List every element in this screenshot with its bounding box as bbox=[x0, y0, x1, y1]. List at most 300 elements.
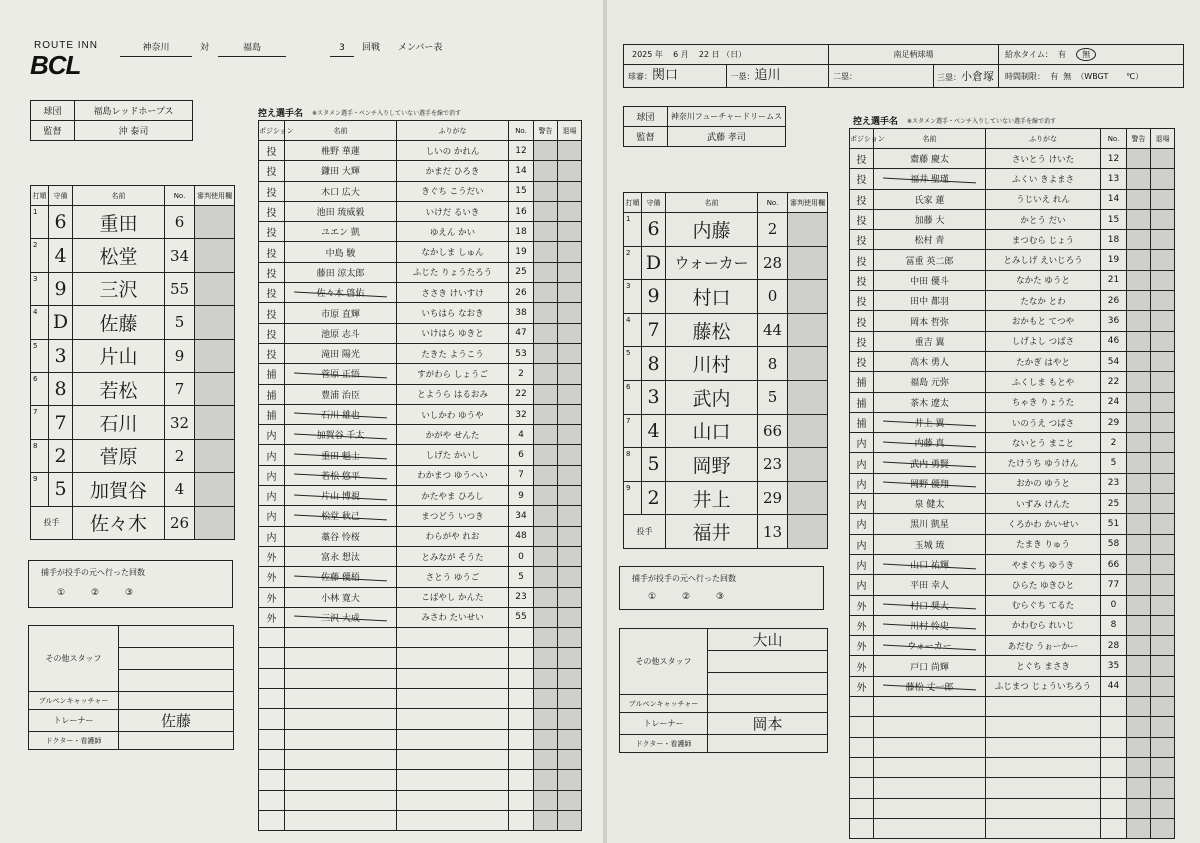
bench-player-kana: くろかわ かいせい bbox=[986, 514, 1101, 534]
lineup-row bbox=[624, 380, 828, 414]
batting-order: 8 bbox=[31, 439, 49, 472]
year: 2025 bbox=[632, 50, 653, 59]
bench-position: 投 bbox=[259, 262, 285, 282]
member-label: メンバー表 bbox=[398, 43, 443, 53]
bench-number: 34 bbox=[509, 506, 534, 526]
bench-number: 18 bbox=[1101, 230, 1127, 250]
warning-cell bbox=[1127, 372, 1151, 392]
lineup-player-name: 内藤 bbox=[666, 213, 758, 247]
umpire-use-cell bbox=[195, 206, 235, 239]
lineup-number: 9 bbox=[165, 339, 195, 372]
empty-cell bbox=[874, 818, 986, 838]
month: 6 bbox=[673, 50, 679, 59]
day-label: 日 bbox=[711, 50, 720, 59]
bench-player-name: 山口 祐輝 bbox=[874, 554, 986, 574]
bench-player-name: 富永 想汰 bbox=[285, 546, 397, 566]
lineup-position: 6 bbox=[49, 206, 73, 239]
ejection-cell bbox=[1151, 656, 1175, 676]
bench-row bbox=[850, 636, 1175, 656]
bench-player-name: 若松 悠平 bbox=[285, 465, 397, 485]
bench-player-name: 高木 勇人 bbox=[874, 351, 986, 371]
ejection-cell bbox=[558, 648, 582, 668]
bench-number: 5 bbox=[509, 567, 534, 587]
bench-player-name: 武内 勇賢 bbox=[874, 453, 986, 473]
water-no: 無 bbox=[1076, 48, 1096, 61]
trainer-label: トレーナー bbox=[29, 710, 119, 732]
warning-cell bbox=[1127, 615, 1151, 635]
lineup-number: 23 bbox=[758, 448, 788, 482]
team-name: 福島レッドホープス bbox=[75, 101, 193, 121]
bench-col-kana: ふりがな bbox=[397, 121, 509, 141]
ejection-cell bbox=[1151, 473, 1175, 493]
bench-player-name: 泉 健太 bbox=[874, 494, 986, 514]
bench-position: 投 bbox=[259, 222, 285, 242]
empty-cell bbox=[397, 749, 509, 769]
lineup-number: 8 bbox=[758, 347, 788, 381]
bench-player-name: 岡本 哲弥 bbox=[874, 311, 986, 331]
bench-position: 捕 bbox=[259, 364, 285, 384]
team-name-r: 神奈川フューチャードリームス bbox=[668, 107, 786, 127]
empty-cell bbox=[509, 810, 534, 830]
ejection-cell bbox=[558, 222, 582, 242]
warning-cell bbox=[1127, 291, 1151, 311]
bench-row bbox=[850, 778, 1175, 798]
lineup-row bbox=[31, 272, 235, 305]
umpire-use-cell bbox=[195, 439, 235, 472]
doctor-label-r: ドクター・看護師 bbox=[620, 735, 708, 753]
empty-cell bbox=[850, 778, 874, 798]
warning-cell bbox=[1127, 209, 1151, 229]
bench-position: 外 bbox=[850, 615, 874, 635]
bench-number: 12 bbox=[509, 141, 534, 161]
bench-row bbox=[850, 209, 1175, 229]
bench-player-name: ユエン 凱 bbox=[285, 222, 397, 242]
empty-cell bbox=[259, 689, 285, 709]
ejection-cell bbox=[558, 364, 582, 384]
bench-number: 48 bbox=[509, 526, 534, 546]
empty-cell bbox=[986, 757, 1101, 777]
bench-position: 内 bbox=[259, 526, 285, 546]
bench-player-kana: わかまつ ゆうへい bbox=[397, 465, 509, 485]
ejection-cell bbox=[558, 546, 582, 566]
empty-cell bbox=[285, 729, 397, 749]
bench-player-kana: おかの ゆうと bbox=[986, 473, 1101, 493]
staff-table-r bbox=[619, 628, 828, 753]
bench-position: 投 bbox=[850, 250, 874, 270]
ejection-cell bbox=[558, 689, 582, 709]
game-info-table bbox=[623, 44, 1184, 88]
bench-player-name: 加藤 大 bbox=[874, 209, 986, 229]
bench-row bbox=[850, 351, 1175, 371]
bench-row bbox=[259, 567, 582, 587]
empty-cell bbox=[397, 770, 509, 790]
bench-position: 投 bbox=[850, 270, 874, 290]
home-team: 神奈川 bbox=[120, 44, 192, 57]
bench-player-kana: わらがや れお bbox=[397, 526, 509, 546]
bench-row bbox=[850, 757, 1175, 777]
ejection-cell bbox=[558, 181, 582, 201]
trainer-name: 佐藤 bbox=[119, 710, 234, 732]
empty-cell bbox=[509, 729, 534, 749]
umpire-use-cell bbox=[195, 339, 235, 372]
empty-cell bbox=[1101, 798, 1127, 818]
bench-player-name: 中島 駿 bbox=[285, 242, 397, 262]
batting-order: 8 bbox=[624, 448, 642, 482]
bench-player-name: 池原 志斗 bbox=[285, 323, 397, 343]
empty-cell bbox=[874, 717, 986, 737]
empty-cell bbox=[285, 689, 397, 709]
bench-player-kana: こばやし かんた bbox=[397, 587, 509, 607]
lineup-number: 28 bbox=[758, 246, 788, 280]
warning-cell bbox=[534, 770, 558, 790]
umpire-use-cell bbox=[195, 372, 235, 405]
lineup-row bbox=[31, 372, 235, 405]
bench-number: 14 bbox=[509, 161, 534, 181]
bench-row bbox=[259, 262, 582, 282]
empty-cell bbox=[874, 697, 986, 717]
ejection-cell bbox=[1151, 189, 1175, 209]
warning-cell bbox=[534, 161, 558, 181]
empty-cell bbox=[509, 689, 534, 709]
bench-number: 29 bbox=[1101, 412, 1127, 432]
bench-row bbox=[259, 384, 582, 404]
ejection-cell bbox=[1151, 230, 1175, 250]
staff-name-r: 大山 bbox=[708, 629, 828, 651]
bench-player-name: 佐々木 啓佑 bbox=[285, 283, 397, 303]
warning-cell bbox=[534, 323, 558, 343]
col-umpire-r: 審判使用欄 bbox=[788, 193, 828, 213]
bench-position: 捕 bbox=[850, 372, 874, 392]
bench-number: 54 bbox=[1101, 351, 1127, 371]
umpire-use-cell bbox=[195, 406, 235, 439]
lineup-position: 3 bbox=[642, 380, 666, 414]
ejection-cell bbox=[1151, 331, 1175, 351]
bench-player-kana: いのうえ つばさ bbox=[986, 412, 1101, 432]
bench-row bbox=[850, 717, 1175, 737]
warning-cell bbox=[1127, 656, 1151, 676]
right-sheet bbox=[607, 0, 1200, 843]
warning-cell bbox=[1127, 189, 1151, 209]
ejection-cell bbox=[558, 303, 582, 323]
bench-position: 外 bbox=[850, 595, 874, 615]
bench-col-pos-r: ポジション bbox=[850, 129, 874, 149]
warning-cell bbox=[534, 242, 558, 262]
mound-visit-box-r bbox=[619, 566, 824, 610]
batting-order: 3 bbox=[31, 272, 49, 305]
empty-cell bbox=[986, 737, 1101, 757]
bench-number: 13 bbox=[1101, 169, 1127, 189]
bench-player-kana: なかしま しゅん bbox=[397, 242, 509, 262]
warning-cell bbox=[534, 404, 558, 424]
empty-cell bbox=[850, 818, 874, 838]
trainer-label-r: トレーナー bbox=[620, 713, 708, 735]
brand-line1: ROUTE INN bbox=[34, 40, 98, 51]
warning-cell bbox=[534, 607, 558, 627]
lineup-position: 3 bbox=[49, 339, 73, 372]
bench-row bbox=[850, 250, 1175, 270]
warning-cell bbox=[534, 648, 558, 668]
bench-col-eject: 退場 bbox=[558, 121, 582, 141]
bench-number: 32 bbox=[509, 404, 534, 424]
ejection-cell bbox=[1151, 351, 1175, 371]
ejection-cell bbox=[1151, 209, 1175, 229]
bench-number: 23 bbox=[1101, 473, 1127, 493]
bench-number: 23 bbox=[509, 587, 534, 607]
bench-player-name: 川村 怜史 bbox=[874, 615, 986, 635]
lineup-number: 2 bbox=[758, 213, 788, 247]
warning-cell bbox=[534, 425, 558, 445]
warning-cell bbox=[534, 567, 558, 587]
time-yes: 有 bbox=[1050, 71, 1059, 81]
bench-row bbox=[850, 514, 1175, 534]
bullpen-label: ブルペンキャッチャー bbox=[29, 692, 119, 710]
ejection-cell bbox=[558, 587, 582, 607]
umpire-home-name: 関口 bbox=[652, 68, 679, 83]
bench-position: 投 bbox=[259, 141, 285, 161]
batting-order: 5 bbox=[624, 347, 642, 381]
bench-row bbox=[259, 546, 582, 566]
bench-row bbox=[850, 453, 1175, 473]
bench-player-kana: やまぐち ゆうき bbox=[986, 554, 1101, 574]
warning-cell bbox=[1127, 494, 1151, 514]
warning-cell bbox=[1127, 331, 1151, 351]
bench-position: 外 bbox=[850, 656, 874, 676]
ejection-cell bbox=[1151, 615, 1175, 635]
bench-row bbox=[259, 729, 582, 749]
bench-player-kana: ゆえん かい bbox=[397, 222, 509, 242]
bench-player-name: 小林 寛大 bbox=[285, 587, 397, 607]
warning-cell bbox=[1127, 311, 1151, 331]
bench-player-name: 重吉 翼 bbox=[874, 331, 986, 351]
empty-cell bbox=[509, 668, 534, 688]
bench-row bbox=[850, 595, 1175, 615]
umpire-home-label: 球審： bbox=[628, 72, 652, 81]
bench-row bbox=[259, 526, 582, 546]
warning-cell bbox=[1127, 717, 1151, 737]
umpire-second bbox=[829, 65, 934, 88]
lineup-position: 7 bbox=[642, 313, 666, 347]
batting-order: 4 bbox=[624, 313, 642, 347]
bench-player-name: 岡野 優翔 bbox=[874, 473, 986, 493]
warning-cell bbox=[1127, 433, 1151, 453]
bench-player-name: 玉城 琉 bbox=[874, 534, 986, 554]
bench-title-r: 控え選手名 bbox=[853, 117, 899, 127]
bench-table-r bbox=[849, 128, 1175, 839]
lineup-number: 7 bbox=[165, 372, 195, 405]
warning-cell bbox=[534, 343, 558, 363]
bench-col-warn-r: 警告 bbox=[1127, 129, 1151, 149]
lineup-position: 4 bbox=[642, 414, 666, 448]
lineup-row bbox=[624, 280, 828, 314]
ejection-cell bbox=[558, 486, 582, 506]
bench-col-name-r: 名前 bbox=[874, 129, 986, 149]
empty-cell bbox=[986, 798, 1101, 818]
empty-cell bbox=[1101, 717, 1127, 737]
bench-col-warn: 警告 bbox=[534, 121, 558, 141]
bench-row bbox=[259, 506, 582, 526]
lineup-player-name: 三沢 bbox=[73, 272, 165, 305]
warning-cell bbox=[534, 587, 558, 607]
empty-cell bbox=[397, 709, 509, 729]
bench-row bbox=[259, 242, 582, 262]
warning-cell bbox=[534, 465, 558, 485]
bench-body-r bbox=[850, 149, 1175, 839]
bench-row bbox=[259, 161, 582, 181]
bench-row bbox=[259, 404, 582, 424]
batting-order: 7 bbox=[624, 414, 642, 448]
warning-cell bbox=[534, 303, 558, 323]
col-position-r: 守備 bbox=[642, 193, 666, 213]
bench-number: 26 bbox=[1101, 291, 1127, 311]
bench-player-name: 藤松 丈一郎 bbox=[874, 676, 986, 696]
warning-cell bbox=[1127, 575, 1151, 595]
bench-row bbox=[850, 494, 1175, 514]
empty-cell bbox=[986, 717, 1101, 737]
bench-number: 4 bbox=[509, 425, 534, 445]
lineup-position: 8 bbox=[49, 372, 73, 405]
bench-player-kana: ふじた りょうたろう bbox=[397, 262, 509, 282]
bench-col-eject-r: 退場 bbox=[1151, 129, 1175, 149]
empty-cell bbox=[285, 709, 397, 729]
lineup-position: 8 bbox=[642, 347, 666, 381]
ejection-cell bbox=[1151, 778, 1175, 798]
bench-player-kana: ふくい きよまさ bbox=[986, 169, 1101, 189]
bench-player-name: 豊浦 治臣 bbox=[285, 384, 397, 404]
lineup-row bbox=[624, 414, 828, 448]
bench-player-kana: むらぐち てるた bbox=[986, 595, 1101, 615]
bench-row bbox=[850, 331, 1175, 351]
bench-number: 24 bbox=[1101, 392, 1127, 412]
bench-position: 外 bbox=[259, 587, 285, 607]
bench-number: 58 bbox=[1101, 534, 1127, 554]
umpire-use-cell bbox=[788, 280, 828, 314]
bench-row bbox=[259, 141, 582, 161]
col-umpire: 審判使用欄 bbox=[195, 186, 235, 206]
pitcher-label: 投手 bbox=[31, 506, 73, 539]
bench-row bbox=[259, 668, 582, 688]
bench-player-name: 佐藤 優梧 bbox=[285, 567, 397, 587]
warning-cell bbox=[534, 506, 558, 526]
bench-player-kana: さいとう けいた bbox=[986, 149, 1101, 169]
warning-cell bbox=[534, 628, 558, 648]
empty-cell bbox=[285, 628, 397, 648]
bench-player-kana: かたやま ひろし bbox=[397, 486, 509, 506]
pitcher-name: 佐々木 bbox=[73, 506, 165, 539]
batting-order: 9 bbox=[624, 481, 642, 515]
bench-position: 投 bbox=[259, 181, 285, 201]
lineup-row bbox=[31, 239, 235, 272]
umpire-use-cell bbox=[788, 481, 828, 515]
warning-cell bbox=[534, 486, 558, 506]
empty-cell bbox=[874, 737, 986, 757]
bench-row bbox=[850, 697, 1175, 717]
empty-cell bbox=[259, 749, 285, 769]
bench-player-kana: いしかわ ゆうや bbox=[397, 404, 509, 424]
bench-row bbox=[850, 473, 1175, 493]
bench-number: 14 bbox=[1101, 189, 1127, 209]
bench-number: 26 bbox=[509, 283, 534, 303]
bench-number: 7 bbox=[509, 465, 534, 485]
bench-player-kana: いずみ けんた bbox=[986, 494, 1101, 514]
col-number: No. bbox=[165, 186, 195, 206]
umpire-use-cell bbox=[788, 347, 828, 381]
bench-title: 控え選手名 bbox=[258, 109, 304, 119]
empty-cell bbox=[509, 790, 534, 810]
bench-col-name: 名前 bbox=[285, 121, 397, 141]
col-number-r: No. bbox=[758, 193, 788, 213]
bench-player-name: 石川 雄也 bbox=[285, 404, 397, 424]
bench-position: 外 bbox=[259, 567, 285, 587]
lineup-player-name: ウォーカー bbox=[666, 246, 758, 280]
mound-visit-title-r: 捕手が投手の元へ行った回数 bbox=[632, 574, 736, 583]
bench-row bbox=[850, 656, 1175, 676]
bench-player-name: 茶木 遼太 bbox=[874, 392, 986, 412]
empty-cell bbox=[509, 648, 534, 668]
ejection-cell bbox=[558, 323, 582, 343]
empty-cell bbox=[509, 749, 534, 769]
bench-row bbox=[850, 392, 1175, 412]
warning-cell bbox=[1127, 270, 1151, 290]
bench-position: 投 bbox=[259, 283, 285, 303]
lineup-position: 9 bbox=[49, 272, 73, 305]
umpire-use-cell bbox=[788, 246, 828, 280]
lineup-player-name: 松堂 bbox=[73, 239, 165, 272]
warning-cell bbox=[1127, 778, 1151, 798]
ejection-cell bbox=[558, 242, 582, 262]
umpire-cell bbox=[624, 65, 829, 88]
bench-note: ※スタメン選手・ベンチ入りしていない選手を線で消す bbox=[312, 110, 462, 117]
weekday: （日） bbox=[722, 50, 747, 59]
umpire-home bbox=[624, 65, 727, 87]
bench-number: 53 bbox=[509, 343, 534, 363]
umpire-use-cell bbox=[788, 213, 828, 247]
staff-table bbox=[28, 625, 234, 750]
ejection-cell bbox=[1151, 514, 1175, 534]
empty-cell bbox=[509, 709, 534, 729]
bench-row bbox=[259, 283, 582, 303]
bench-player-kana: たなか とわ bbox=[986, 291, 1101, 311]
lineup-player-name: 井上 bbox=[666, 481, 758, 515]
empty-cell bbox=[509, 628, 534, 648]
col-name-r: 名前 bbox=[666, 193, 758, 213]
ejection-cell bbox=[558, 384, 582, 404]
lineup-number: 5 bbox=[165, 306, 195, 339]
day: 22 bbox=[698, 50, 710, 59]
empty-cell bbox=[397, 810, 509, 830]
empty-cell bbox=[1101, 697, 1127, 717]
venue: 南足柄球場 bbox=[829, 45, 999, 65]
lineup-position: D bbox=[642, 246, 666, 280]
ejection-cell bbox=[1151, 717, 1175, 737]
warning-cell bbox=[534, 790, 558, 810]
bench-row bbox=[259, 587, 582, 607]
bench-col-pos: ポジション bbox=[259, 121, 285, 141]
bench-player-name: 平田 幸人 bbox=[874, 575, 986, 595]
ejection-cell bbox=[558, 709, 582, 729]
empty-cell bbox=[397, 648, 509, 668]
lineup-number: 44 bbox=[758, 313, 788, 347]
bench-number: 5 bbox=[1101, 453, 1127, 473]
bench-position: 外 bbox=[259, 607, 285, 627]
bench-number: 15 bbox=[1101, 209, 1127, 229]
ejection-cell bbox=[1151, 291, 1175, 311]
bench-player-name: 菅原 正悟 bbox=[285, 364, 397, 384]
bench-position: 外 bbox=[850, 636, 874, 656]
ejection-cell bbox=[558, 161, 582, 181]
trainer-name-r: 岡本 bbox=[708, 713, 828, 735]
bench-player-name: 木口 広大 bbox=[285, 181, 397, 201]
ejection-cell bbox=[1151, 575, 1175, 595]
